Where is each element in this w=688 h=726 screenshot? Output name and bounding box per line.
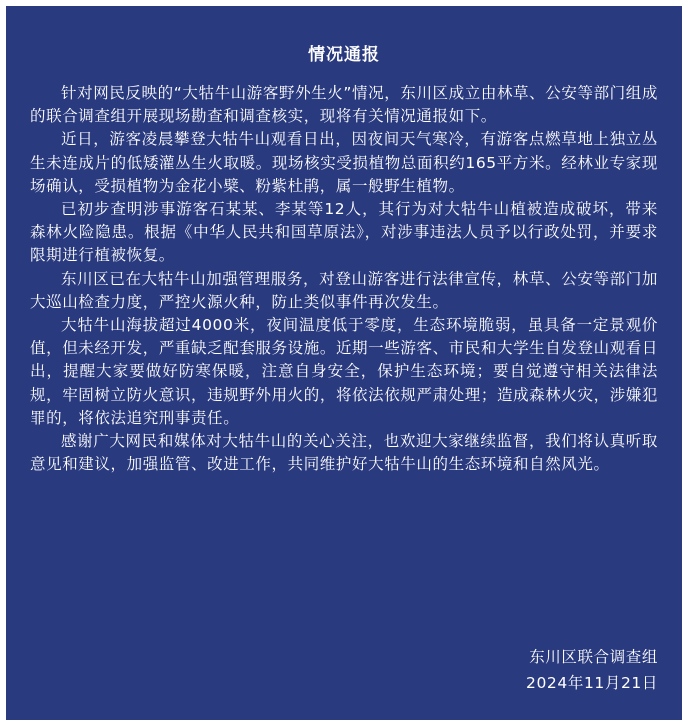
- notice-signature-block: [526, 644, 658, 696]
- notice-paragraph-measures: 东川区已在大牯牛山加强管理服务，对登山游客进行法律宣传，林草、公安等部门加大巡山检查力度，严控火源火种，防止类似事件再次发生。: [30, 269, 658, 311]
- notice-paragraph-reminder: 大牯牛山海拔超过4000米，夜间温度低于零度，生态环境脆弱，虽具备一定景观价值，但未经开发，严重缺乏配套服务设施。近期一些游客、市民和大学生自发登山观看日出，提醒大家要做好防寒保暖，注意自身安全，保护生态环境；要自觉遵守相关法律法规，牢固树立防火意识，违规野外用火的，将依法依规严肃处理；造成森林火灾，涉嫌犯罪的，将依法追究刑事责任。: [30, 316, 658, 427]
- notice-title: 情况通报: [308, 45, 380, 65]
- notice-paragraph-penalty: 已初步查明涉事游客石某某、李某等12人，其行为对大牯牛山植被造成破坏，带来森林火险隐患。根据《中华人民共和国草原法》，对涉事违法人员予以行政处罚，并要求限期进行植被恢复。: [30, 200, 658, 265]
- notice-date: 2024年11月21日: [526, 674, 658, 692]
- notice-paragraph-incident: 近日，游客凌晨攀登大牯牛山观看日出，因夜间天气寒冷，有游客点燃草地上独立丛生未连成片的低矮灌丛生火取暖。现场核实受损植物总面积约165平方米。经林业专家现场确认，受损植物为金花小檗、粉紫杜鹃，属一般野生植物。: [30, 130, 658, 195]
- notice-signature: 东川区联合调查组: [529, 648, 658, 666]
- notice-card: [6, 6, 682, 720]
- notice-paragraph-intro: 针对网民反映的“大牯牛山游客野外生火”情况，东川区成立由林草、公安等部门组成的联合调查组开展现场勘查和调查核实，现将有关情况通报如下。: [30, 84, 658, 126]
- notice-body: [30, 82, 658, 476]
- notice-paragraph-thanks: 感谢广大网民和媒体对大牯牛山的关心关注，也欢迎大家继续监督，我们将认真听取意见和建议，加强监管、改进工作，共同维护好大牯牛山的生态环境和自然风光。: [30, 432, 658, 474]
